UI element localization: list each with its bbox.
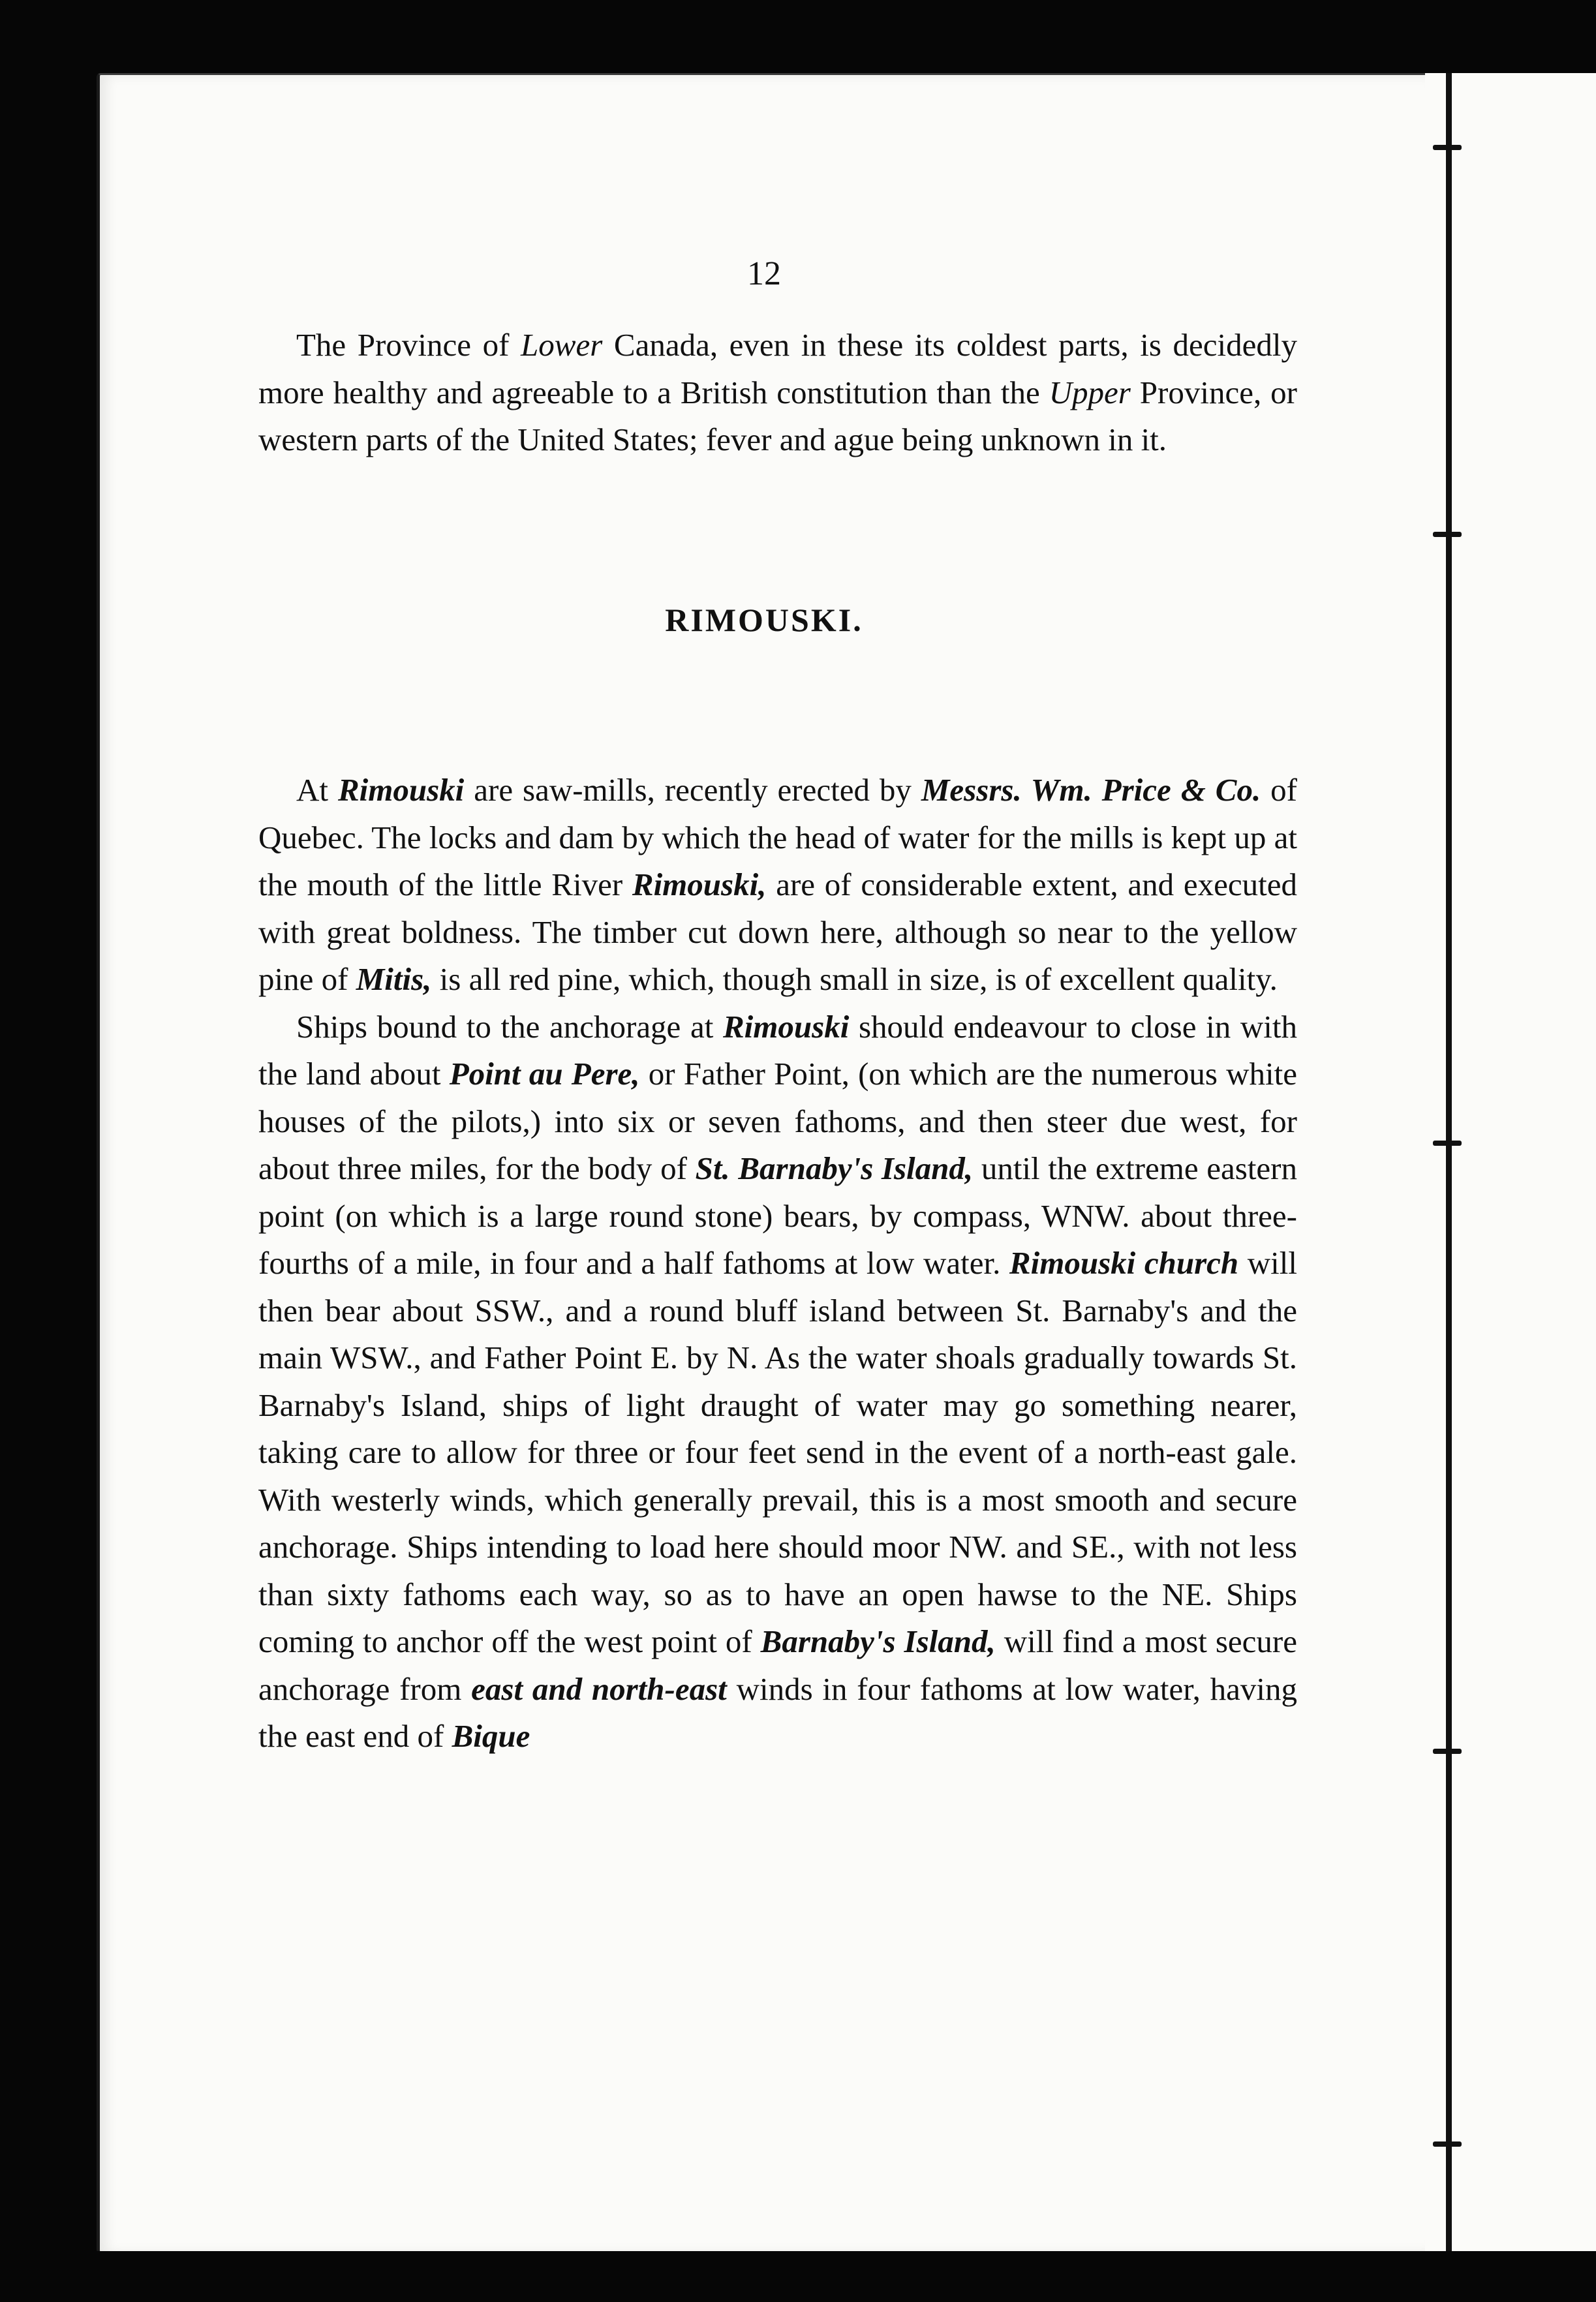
book-page bbox=[97, 73, 1428, 2253]
paragraph-2 bbox=[258, 1004, 1297, 1760]
paragraph-text: will then bear about SSW., and a round bluff island between St. Barnaby's and the main WSW., and Father Point E. by N. As the water shoals gradually towards St. Barnaby's Island, ships of light draught of water may go something nearer, taking care to allow for three or four feet send in the event of a north-east gale. With westerly winds, which generally prevail, this is a most smooth and secure anchorage. Ships intending to load here should moor NW. and SE., with not less than sixty fathoms each way, so as to have an open hawse to the NE. Ships coming to anchor off the west point of bbox=[258, 1245, 1298, 1659]
paragraph-text: is all red pine, which, though small in size, is of excellent quality. bbox=[431, 961, 1278, 997]
section-heading: RIMOUSKI. bbox=[665, 602, 863, 638]
paragraph-text: will find a most secure anchorage from bbox=[258, 1623, 1297, 1707]
binding-stitch bbox=[1433, 1749, 1462, 1754]
paragraph-text: At bbox=[296, 772, 338, 808]
paragraph-text: Ships bound to the anchorage at bbox=[296, 1008, 723, 1045]
paragraph-text: Rimouski, bbox=[632, 867, 767, 902]
paragraph-1 bbox=[258, 767, 1297, 1004]
intro-paragraph-block bbox=[258, 322, 1297, 464]
paragraph-text: until the extreme eastern point (on which is a large round stone) bears, by compass, WNW. about three-fourths of a mile, in four and a half fathoms at low water. bbox=[258, 1150, 1298, 1281]
paragraph-text: Point au Pere, bbox=[449, 1056, 640, 1092]
intro-text: Canada, even in these its coldest parts, is decidedly more healthy and agreeable to a British constitution than the bbox=[258, 327, 1297, 410]
intro-paragraph bbox=[258, 322, 1297, 464]
paragraph-text: Barnaby's Island, bbox=[760, 1623, 996, 1659]
paragraph-text: are saw-mills, recently erected by bbox=[464, 772, 921, 808]
paragraph-text: Rimouski bbox=[722, 1008, 850, 1045]
paragraph-text: Messrs. Wm. Price & Co. bbox=[921, 772, 1261, 808]
paragraph-text: should endeavour to close in with the land about bbox=[258, 1008, 1297, 1092]
page-number: 12 bbox=[747, 255, 781, 292]
paragraph-text: St. Barnaby's Island, bbox=[695, 1150, 974, 1186]
scan-border bbox=[0, 2251, 1596, 2302]
intro-text: Province, or western parts of the United States; fever and ague being unknown in it. bbox=[258, 374, 1297, 457]
paragraph-text: Rimouski church bbox=[1009, 1245, 1239, 1281]
binding-stitch bbox=[1433, 532, 1462, 537]
binding-line bbox=[1446, 73, 1452, 2251]
paragraph-text: are of considerable extent, and executed with great boldness. The timber cut down here, although so near to the yellow pine of bbox=[258, 867, 1298, 997]
paragraph-text: or Father Point, (on which are the numerous white houses of the pilots,) into six or seven fathoms, and then steer due west, for about three miles, for the body of bbox=[258, 1056, 1297, 1186]
paragraph-text: winds in four fathoms at low water, having the east end of bbox=[258, 1670, 1298, 1754]
paragraph-text: of Quebec. The locks and dam by which the head of water for the mills is kept up at the mouth of the little River bbox=[258, 772, 1297, 902]
paragraph-text: Rimouski bbox=[337, 772, 465, 808]
intro-text: Upper bbox=[1049, 374, 1131, 410]
main-text-block bbox=[258, 767, 1297, 1760]
binding-stitch bbox=[1433, 2141, 1462, 2147]
paragraph-text: Mitis, bbox=[356, 961, 432, 997]
binding-stitch bbox=[1433, 1141, 1462, 1146]
intro-text: The Province of bbox=[296, 327, 521, 363]
paragraph-text: Bique bbox=[452, 1718, 530, 1754]
binding-stitch bbox=[1433, 145, 1462, 150]
paragraph-text: east and north-east bbox=[471, 1670, 727, 1707]
intro-text: Lower bbox=[521, 327, 603, 363]
